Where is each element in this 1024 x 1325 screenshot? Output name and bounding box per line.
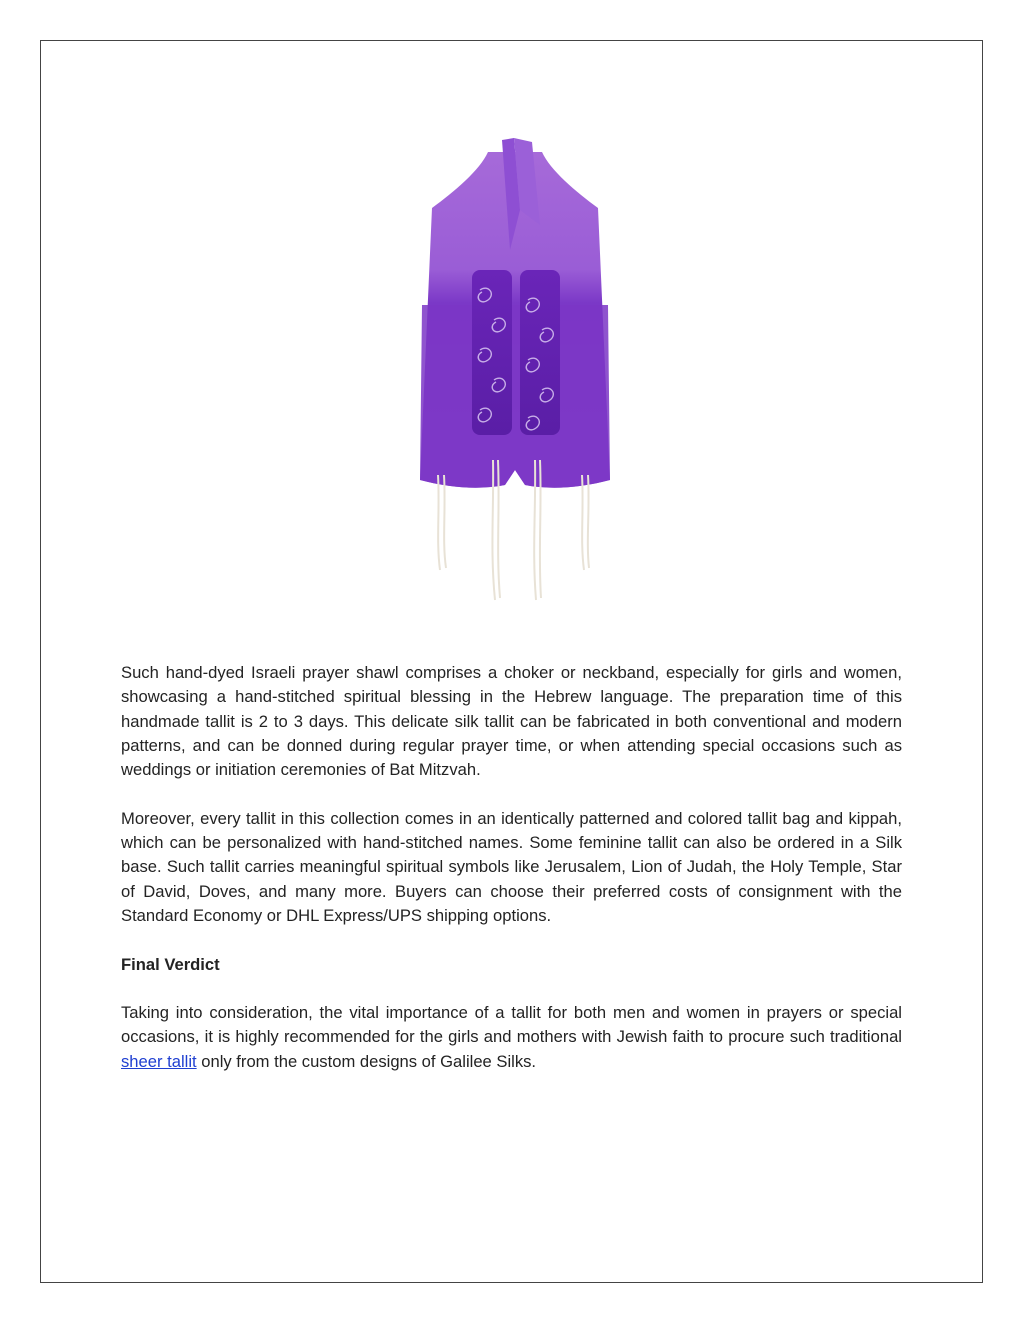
paragraph-3-after: only from the custom designs of Galilee Silks. [196,1051,537,1071]
paragraph-1: Such hand-dyed Israeli prayer shawl comprises a choker or neckband, especially for girls and women, showcasing a hand-stitched spiritual blessing in the Hebrew language. The preparation time of this handmade tallit is 2 to 3 days. This delicate silk tallit can be fabricated in both conventional and modern patterns, and can be donned during regular prayer time, or when attending special occasions such as weddings or initiation ceremonies of Bat Mitzvah. [121,663,902,780]
tallit-image [410,130,620,620]
sheer-tallit-link[interactable]: sheer tallit [121,1051,197,1071]
section-heading: Final Verdict [121,954,220,974]
paragraph-2: Moreover, every tallit in this collection comes in an identically patterned and colored tallit bag and kippah, which can be personalized with hand-stitched names. Some feminine tallit can also be ordered in a Silk base. Such tallit carries meaningful spiritual symbols like Jerusalem, Lion of Judah, the Holy Temple, Star of David, Doves, and many more. Buyers can choose their preferred costs of consignment with the Standard Economy or DHL Express/UPS shipping options. [121,808,902,925]
tallit-illustration [410,130,620,620]
paragraph-3 [121,1001,902,1074]
paragraph-3-before: Taking into consideration, the vital importance of a tallit for both men and women in prayers or special occasions, it is highly recommended for the girls and mothers with Jewish faith to procure such traditional [121,1003,902,1047]
article-body [121,661,902,1098]
